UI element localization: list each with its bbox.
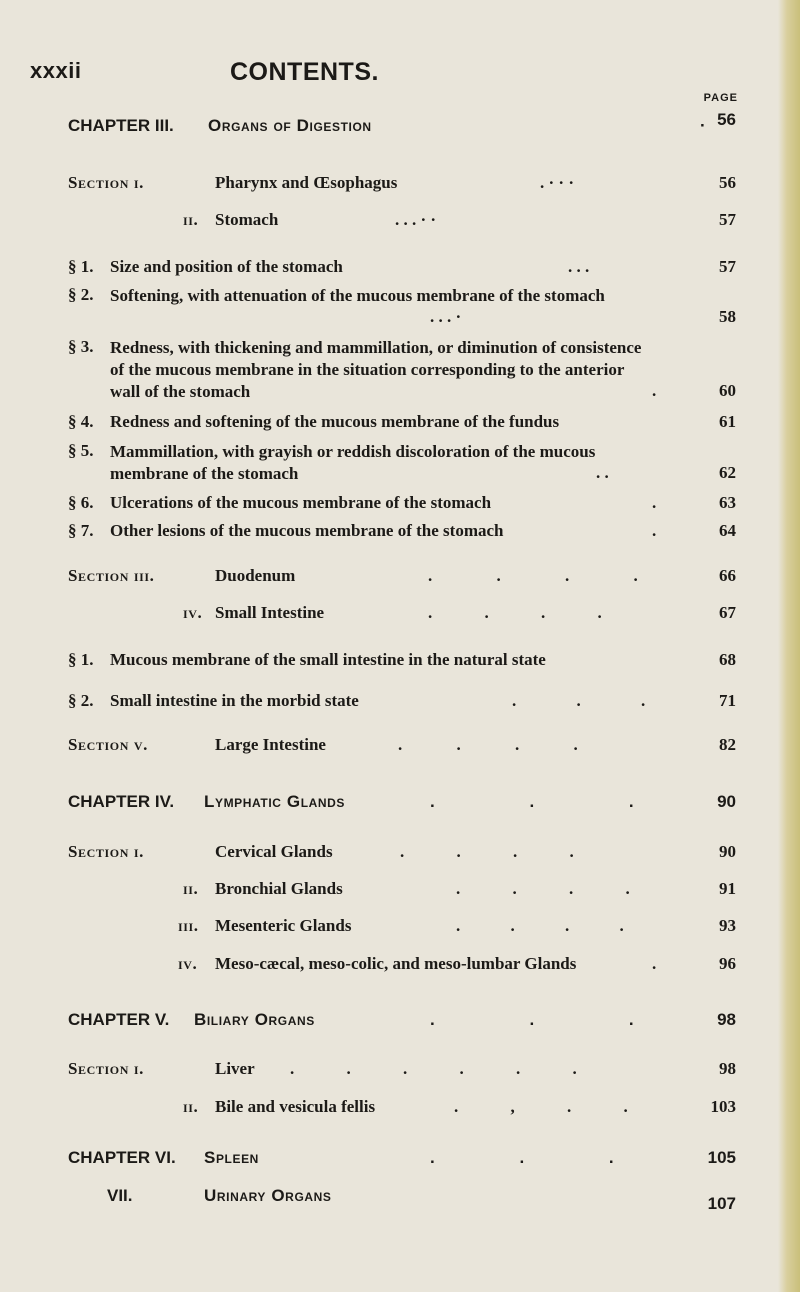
page-ref: 56 [717,110,736,129]
page-ref: 57 [719,210,736,229]
subsection-title: Ulcerations of the mucous membrane of the stomach [110,493,492,512]
chapter-title: Organs of Digestion [208,116,372,135]
section-label: ii. [183,879,199,898]
page-ref: 67 [719,603,736,622]
chapter-label: CHAPTER IV. [68,792,175,811]
section-label: ii. [183,1097,199,1116]
page-ref: 93 [719,916,736,935]
page-ref: 57 [719,257,736,276]
section-label: Section i. [68,173,144,192]
page-ref: 66 [719,566,736,585]
page-number: xxxii [30,58,82,83]
page-column-label: PAGE [703,92,738,104]
section-title: Cervical Glands [215,842,333,861]
section-title: Stomach [215,210,279,229]
chapter-title: Lymphatic Glands [204,792,346,811]
section-label: iv. [178,954,198,973]
page-ref: 103 [710,1097,736,1116]
section-title: Bile and vesicula fellis [215,1097,376,1116]
section-label: Section i. [68,1059,144,1078]
dot-leader: . . [596,463,609,482]
page-edge [778,0,800,1292]
dot-leader: . . . . [428,603,602,622]
page-ref: 62 [719,463,736,482]
dot-leader: . · · · [540,173,575,192]
section-label: iii. [178,916,199,935]
section-label: iv. [183,603,203,622]
page-ref: 71 [719,691,736,710]
page-ref: 96 [719,954,736,973]
subsection-title: Other lesions of the mucous membrane of the stomach [110,521,504,540]
subsection-label: § 3. [68,337,94,356]
dot-leader: . . . . [456,916,624,935]
page-ref: 58 [719,307,736,326]
dot-leader: . . . [430,792,634,811]
section-label: Section iii. [68,566,155,585]
dot-leader: . [652,954,657,973]
section-title: Pharynx and Œsophagus [215,173,398,192]
page-ref: 63 [719,493,736,512]
page-ref: 68 [719,650,736,669]
page-ref: 90 [719,842,736,861]
subsection-title: Redness, with thickening and mammillation, or diminution of consistence of the mucous membrane in the situation corresponding to the anterior wall of the stomach [110,338,642,401]
subsection-title: Mammillation, with grayish or reddish discoloration of the mucous membrane of the stomach [110,442,596,483]
page-ref: 60 [719,381,736,400]
dot-leader: . . . · [430,307,462,326]
dot-leader: . . . . [400,842,574,861]
section-title: Liver [215,1059,255,1078]
subsection-label: § 1. [68,257,94,276]
chapter-title: Urinary Organs [204,1186,332,1205]
page-ref: 64 [719,521,736,540]
subsection-title: Size and position of the stomach [110,257,343,276]
dot-leader: . . . . [398,735,578,754]
dot-leader: . . . · · [395,210,437,229]
dot-leader: . . . . . . [290,1059,577,1078]
subsection-label: § 6. [68,493,94,512]
subsection-title: Redness and softening of the mucous membrane of the fundus [110,412,560,431]
subsection-label: § 5. [68,441,94,460]
section-label: ii. [183,210,199,229]
section-label: Section i. [68,842,144,861]
dot-leader: . . . [512,691,646,710]
page-ref: 98 [717,1010,736,1029]
page-title: CONTENTS. [230,58,379,86]
page-ref: 105 [707,1148,736,1167]
page-ref: 90 [717,792,736,811]
subsection-label: § 2. [68,285,94,304]
dot-leader: . , . . [454,1097,628,1116]
chapter-label: CHAPTER III. [68,116,174,135]
chapter-title: Biliary Organs [194,1010,315,1029]
dot-leader: . . . [568,257,590,276]
subsection-title: Softening, with attenuation of the mucous membrane of the stomach [110,286,605,305]
dot-leader: . . . [430,1010,634,1029]
section-label: Section v. [68,735,148,754]
section-title: Small Intestine [215,603,325,622]
chapter-label: CHAPTER VI. [68,1148,176,1167]
page-ref: 107 [707,1194,736,1213]
section-title: Bronchial Glands [215,879,343,898]
subsection-title: Mucous membrane of the small intestine in the natural state [110,650,546,669]
subsection-label: § 4. [68,412,94,431]
dot-leader: . [652,381,657,400]
dot-leader: . [652,521,657,540]
dot-leader: · [700,116,706,135]
page-ref: 98 [719,1059,736,1078]
subsection-title: Small intestine in the morbid state [110,691,359,710]
subsection-label: § 1. [68,650,94,669]
dot-leader: . . . . [428,566,638,585]
section-title: Meso-cæcal, meso-colic, and meso-lumbar Glands [215,954,577,973]
chapter-title: Spleen [204,1148,259,1167]
dot-leader: . . . [430,1148,614,1167]
page-ref: 61 [719,412,736,431]
page-ref: 82 [719,735,736,754]
section-title: Duodenum [215,566,296,585]
page-ref: 56 [719,173,736,192]
subsection-label: § 2. [68,691,94,710]
chapter-label: CHAPTER V. [68,1010,170,1029]
page-ref: 91 [719,879,736,898]
dot-leader: . [652,493,657,512]
subsection-label: § 7. [68,521,94,540]
chapter-label: VII. [107,1186,133,1205]
section-title: Large Intestine [215,735,326,754]
dot-leader: . . . . [456,879,630,898]
section-title: Mesenteric Glands [215,916,352,935]
